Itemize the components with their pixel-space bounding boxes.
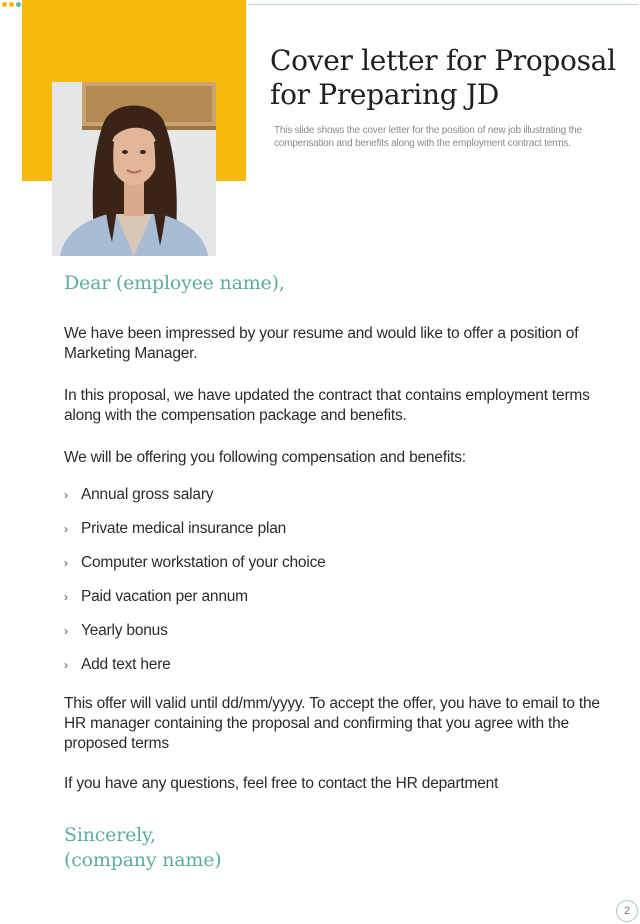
benefit-label: Computer workstation of your choice bbox=[81, 554, 326, 571]
offer-paragraph: This offer will valid until dd/mm/yyyy. To accept the offer, you have to email to the HR manager containing the proposal and confirming that you agree with the proposed terms bbox=[64, 695, 600, 752]
decor-dot bbox=[9, 2, 14, 7]
chevron-right-icon: › bbox=[64, 624, 68, 638]
list-item bbox=[64, 580, 564, 614]
chevron-right-icon: › bbox=[64, 658, 68, 672]
letter-paragraph: We will be offering you following compensation and benefits: bbox=[64, 449, 466, 466]
contact-paragraph: If you have any questions, feel free to contact the HR department bbox=[64, 775, 499, 792]
letter-closing bbox=[64, 823, 221, 873]
closing-salutation: Sincerely, bbox=[64, 824, 156, 846]
list-item bbox=[64, 546, 564, 580]
benefit-label: Private medical insurance plan bbox=[81, 520, 287, 537]
company-name: (company name) bbox=[64, 849, 222, 871]
benefit-label: Paid vacation per annum bbox=[81, 588, 248, 605]
benefit-label: Yearly bonus bbox=[81, 622, 168, 639]
decor-dot bbox=[16, 2, 21, 7]
list-item bbox=[64, 648, 564, 682]
letter-paragraph: We have been impressed by your resume and would like to offer a position of Marketing Manager. bbox=[64, 325, 579, 362]
page-number: 2 bbox=[616, 900, 638, 922]
chevron-right-icon: › bbox=[64, 590, 68, 604]
list-item bbox=[64, 614, 564, 648]
benefit-label: Annual gross salary bbox=[81, 486, 214, 503]
employee-photo bbox=[52, 82, 216, 256]
page-subtitle: This slide shows the cover letter for the position of new job illustrating the compensation and benefits along with the employment contract terms. bbox=[274, 125, 582, 149]
page-title: Cover letter for Proposal for Preparing JD bbox=[270, 44, 616, 111]
benefit-label: Add text here bbox=[81, 656, 171, 673]
header-divider bbox=[248, 4, 638, 5]
benefits-list bbox=[64, 478, 564, 682]
decor-dot bbox=[2, 2, 7, 7]
chevron-right-icon: › bbox=[64, 488, 68, 502]
chevron-right-icon: › bbox=[64, 556, 68, 570]
list-item bbox=[64, 478, 564, 512]
letter-greeting: Dear (employee name), bbox=[64, 272, 285, 294]
chevron-right-icon: › bbox=[64, 522, 68, 536]
list-item bbox=[64, 512, 564, 546]
letter-paragraph: In this proposal, we have updated the contract that contains employment terms along with the compensation package and benefits. bbox=[64, 387, 590, 424]
